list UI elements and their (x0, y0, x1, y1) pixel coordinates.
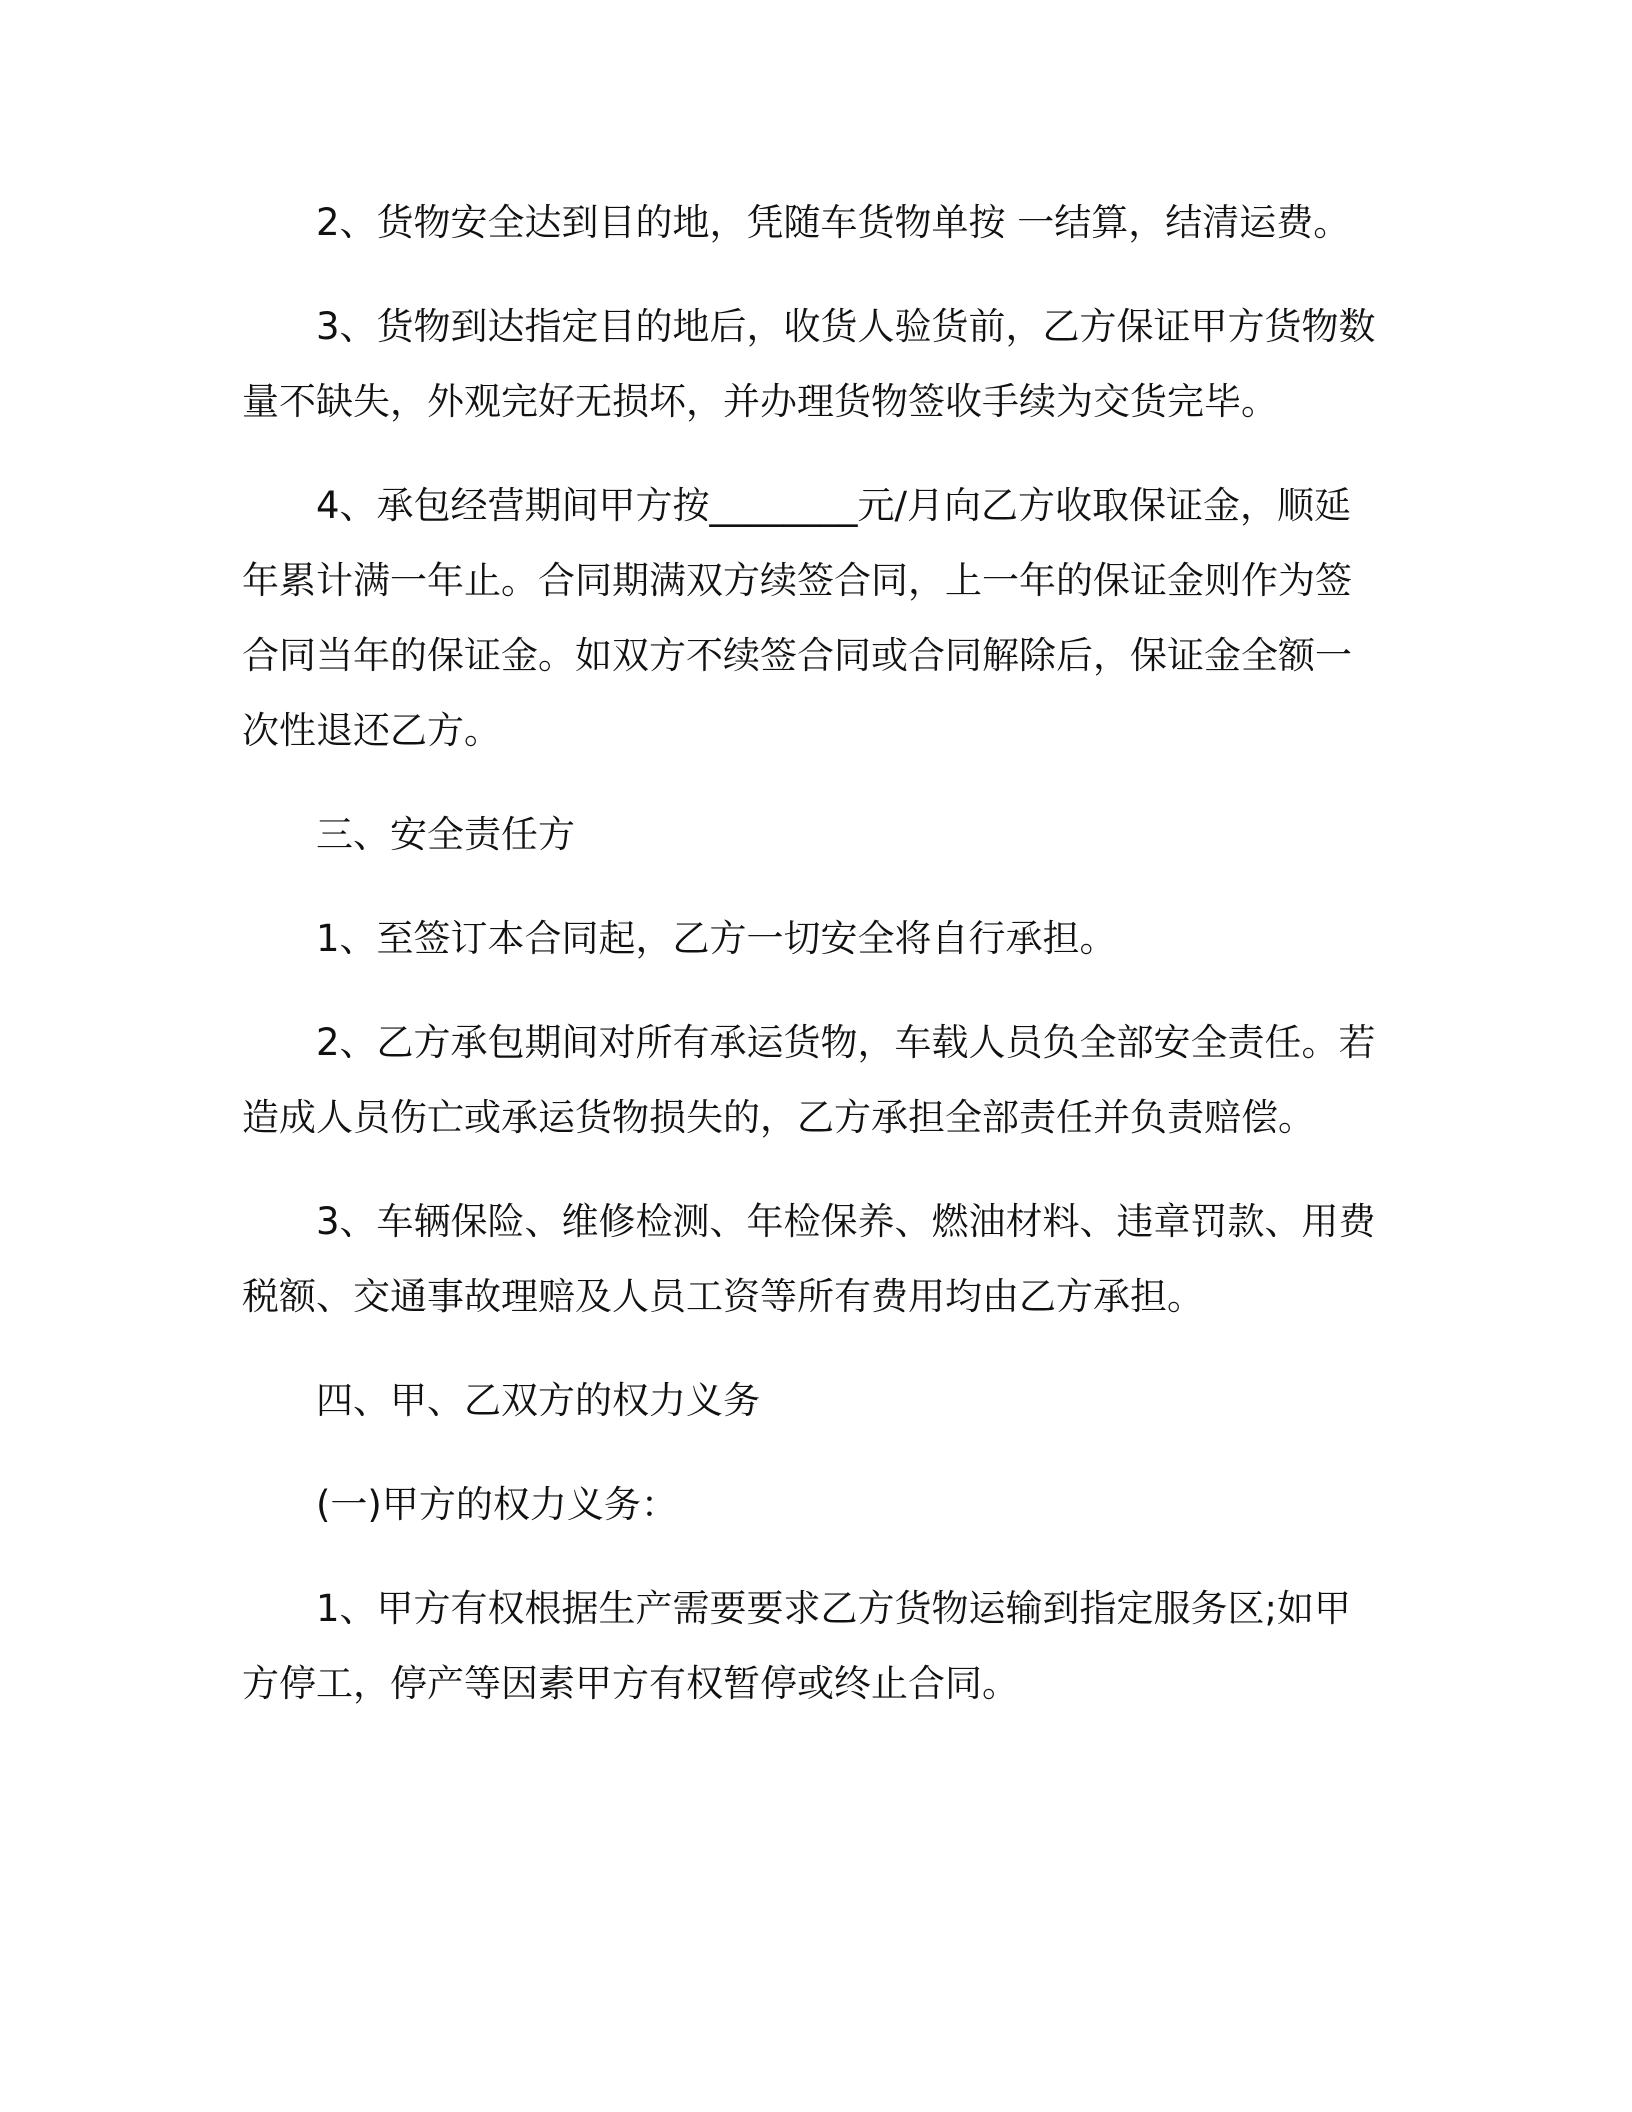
paragraph-cargo-delivery (242, 289, 1390, 439)
text-line: 3、货物到达指定目的地后，收货人验货前，乙方保证甲方货物数 (316, 305, 1376, 348)
text-line: 年累计满一年止。合同期满双方续签合同，上一年的保证金则作为签 (242, 559, 1352, 602)
text-line: 税额、交通事故理赔及人员工资等所有费用均由乙方承担。 (242, 1275, 1204, 1318)
text-line: 2、货物安全达到目的地，凭随车货物单按 一结算，结清运费。 (316, 201, 1351, 244)
text-line: 量不缺失，外观完好无损坏，并办理货物签收手续为交货完毕。 (242, 380, 1278, 423)
text-line: 2、乙方承包期间对所有承运货物，车载人员负全部安全责任。若 (316, 1021, 1376, 1064)
text-line: 1、甲方有权根据生产需要要求乙方货物运输到指定服务区;如甲 (316, 1587, 1352, 1630)
text-line: 造成人员伤亡或承运货物损失的，乙方承担全部责任并负责赔偿。 (242, 1096, 1315, 1139)
subsection-heading-party-a (242, 1467, 1390, 1542)
paragraph-safety-liability (242, 1005, 1390, 1155)
paragraph-safety-self-borne (242, 901, 1390, 976)
paragraph-party-a-rights (242, 1571, 1390, 1721)
text-line: 方停工，停产等因素甲方有权暂停或终止合同。 (242, 1662, 1019, 1705)
section-heading-safety-responsibility (242, 797, 1390, 872)
text-line: 合同当年的保证金。如双方不续签合同或合同解除后，保证金全额一 (242, 634, 1352, 677)
paragraph-vehicle-costs (242, 1184, 1390, 1334)
text-line: 4、承包经营期间甲方按________元/月向乙方收取保证金，顺延 (316, 484, 1352, 527)
subsection-heading: (一)甲方的权力义务： (316, 1483, 678, 1526)
text-line: 3、车辆保险、维修检测、年检保养、燃油材料、违章罚款、用费 (316, 1200, 1376, 1243)
section-heading: 四、甲、乙双方的权力义务 (316, 1379, 760, 1422)
paragraph-cargo-settlement (242, 185, 1390, 260)
section-heading: 三、安全责任方 (316, 813, 575, 856)
text-line: 1、至签订本合同起，乙方一切安全将自行承担。 (316, 917, 1117, 960)
section-heading-rights-obligations (242, 1363, 1390, 1438)
paragraph-deposit (242, 468, 1390, 768)
text-line: 次性退还乙方。 (242, 709, 501, 752)
document-body (242, 185, 1390, 1750)
